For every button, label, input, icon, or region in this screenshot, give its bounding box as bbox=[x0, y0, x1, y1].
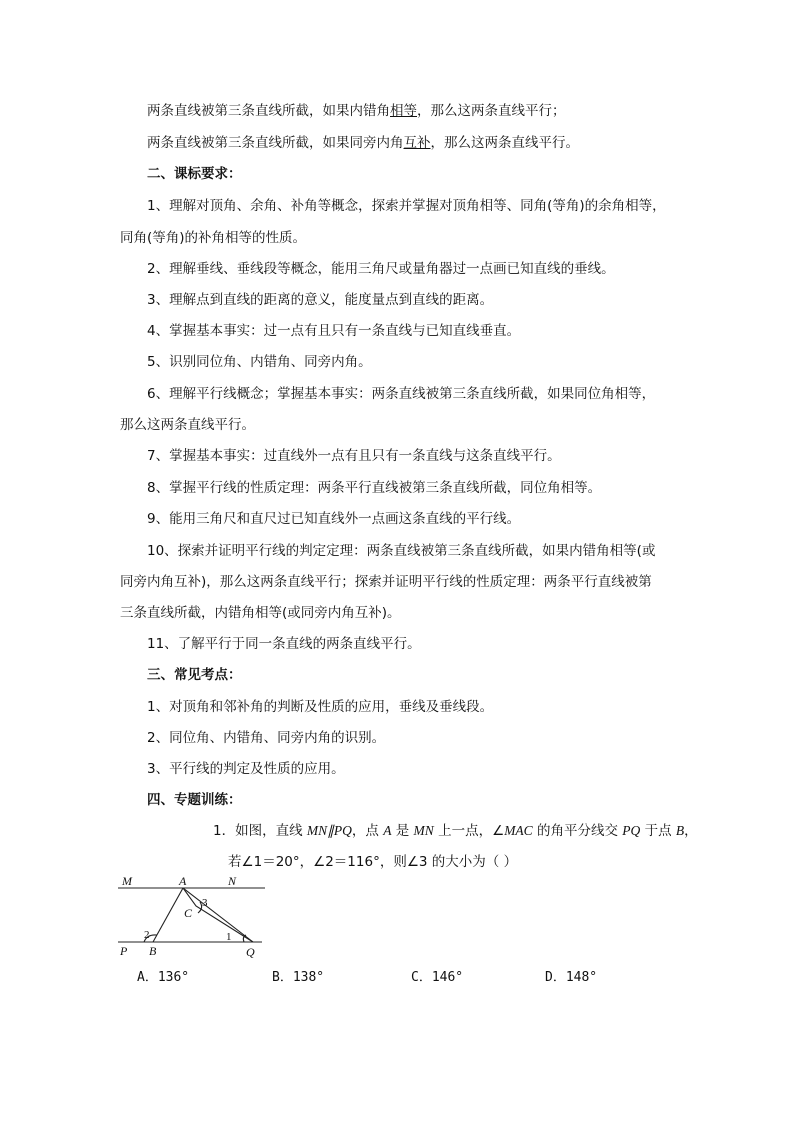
section-heading-curriculum: 二、课标要求： bbox=[147, 166, 242, 182]
curriculum-item: 同角(等角)的补角相等的性质。 bbox=[120, 230, 307, 246]
option-b[interactable]: B．138° bbox=[272, 970, 325, 985]
exam-point-item: 3、平行线的判定及性质的应用。 bbox=[147, 761, 345, 777]
curriculum-item: 3、理解点到直线的距离的意义，能度量点到直线的距离。 bbox=[147, 292, 494, 308]
theorem-line-2: 两条直线被第三条直线所截，如果同旁内角互补，那么这两条直线平行。 bbox=[147, 135, 579, 151]
exam-point-item: 2、同位角、内错角、同旁内角的识别。 bbox=[147, 730, 386, 746]
label-q: Q bbox=[246, 945, 255, 959]
curriculum-item: 7、掌握基本事实：过直线外一点有且只有一条直线与这条直线平行。 bbox=[147, 448, 561, 464]
label-angle-3: 3 bbox=[202, 897, 208, 909]
segment-aq bbox=[183, 888, 253, 942]
label-angle-1: 1 bbox=[226, 931, 232, 943]
question-1-line-2: 若∠1＝20°，∠2＝116°，则∠3 的大小为（ ） bbox=[228, 854, 518, 870]
curriculum-item: 11、了解平行于同一条直线的两条直线平行。 bbox=[147, 636, 421, 652]
theorem-line-1: 两条直线被第三条直线所截，如果内错角相等，那么这两条直线平行； bbox=[147, 103, 566, 119]
curriculum-item: 1、理解对顶角、余角、补角等概念，探索并掌握对顶角相等、同角(等角)的余角相等， bbox=[147, 198, 666, 214]
question-1-line-1: 1．如图，直线 MN∥PQ，点 A 是 MN 上一点，∠MAC 的角平分线交 PQ 于点 B， bbox=[213, 823, 698, 839]
label-angle-2: 2 bbox=[144, 929, 150, 941]
option-c[interactable]: C．146° bbox=[411, 970, 464, 985]
curriculum-item: 三条直线所截，内错角相等(或同旁内角互补)。 bbox=[120, 605, 401, 621]
curriculum-item: 9、能用三角尺和直尺过已知直线外一点画这条直线的平行线。 bbox=[147, 511, 521, 527]
curriculum-item: 10、探索并证明平行线的判定定理：两条直线被第三条直线所截，如果内错角相等(或 bbox=[147, 543, 656, 559]
curriculum-item: 那么这两条直线平行。 bbox=[120, 417, 255, 433]
label-b: B bbox=[149, 944, 157, 958]
curriculum-item: 4、掌握基本事实：过一点有且只有一条直线与已知直线垂直。 bbox=[147, 323, 521, 339]
curriculum-item: 2、理解垂线、垂线段等概念，能用三角尺或量角器过一点画已知直线的垂线。 bbox=[147, 261, 615, 277]
option-a[interactable]: A．136° bbox=[137, 970, 190, 985]
curriculum-item: 5、识别同位角、内错角、同旁内角。 bbox=[147, 354, 372, 370]
label-m: M bbox=[122, 874, 132, 888]
label-p: P bbox=[120, 944, 128, 958]
label-n: N bbox=[228, 874, 237, 888]
label-c: C bbox=[184, 906, 193, 920]
section-heading-exam-points: 三、常见考点： bbox=[147, 667, 242, 683]
segment-ab bbox=[153, 888, 183, 942]
curriculum-item: 8、掌握平行线的性质定理：两条平行直线被第三条直线所截，同位角相等。 bbox=[147, 480, 602, 496]
option-d[interactable]: D．148° bbox=[545, 970, 598, 985]
label-a: A bbox=[179, 874, 187, 888]
section-heading-training: 四、专题训练： bbox=[147, 792, 242, 808]
curriculum-item: 6、理解平行线概念；掌握基本事实：两条直线被第三条直线所截，如果同位角相等， bbox=[147, 386, 656, 402]
exam-point-item: 1、对顶角和邻补角的判断及性质的应用，垂线及垂线段。 bbox=[147, 699, 494, 715]
curriculum-item: 同旁内角互补)，那么这两条直线平行；探索并证明平行线的性质定理：两条平行直线被第 bbox=[120, 574, 652, 590]
